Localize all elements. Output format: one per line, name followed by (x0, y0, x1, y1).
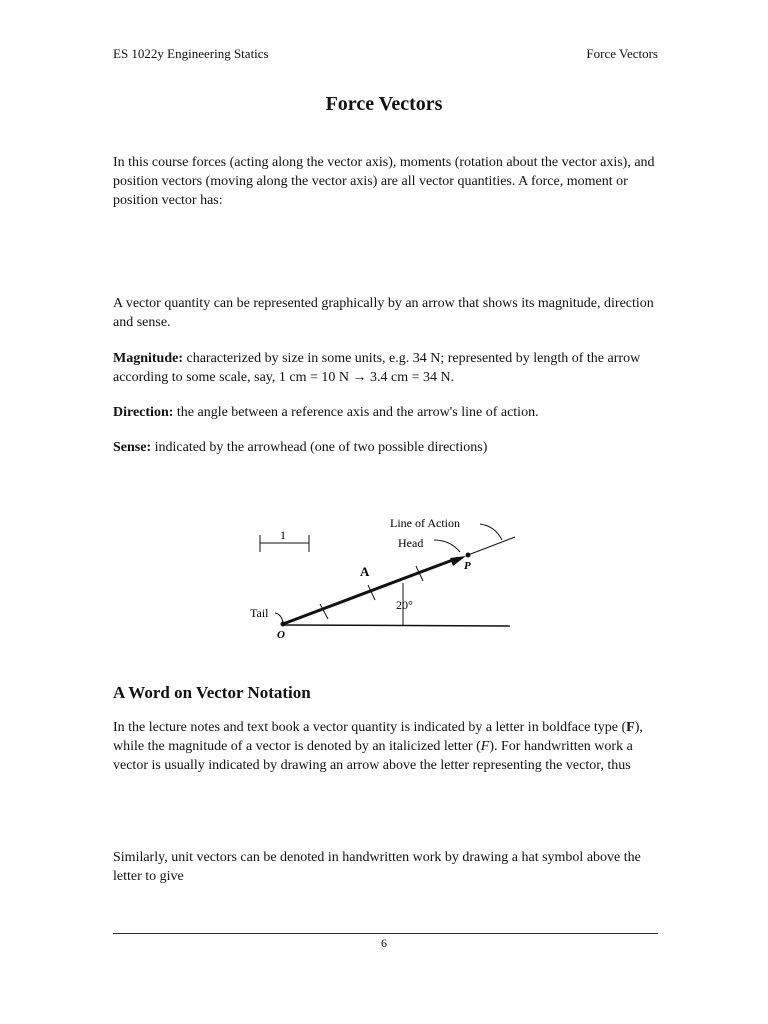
head-label: Head (398, 536, 424, 550)
graphical-paragraph: A vector quantity can be represented graphically by an arrow that shows its magnitude, direction and sense. (113, 296, 654, 330)
vector-label: A (360, 564, 370, 579)
line-of-action (468, 537, 515, 555)
reference-axis (283, 625, 510, 626)
page-number: 6 (381, 936, 387, 950)
text: ), while the magnitude of a vector is denoted by an italicized letter ( (113, 720, 643, 754)
header-section: Force Vectors (586, 46, 658, 61)
bold-f: F (626, 720, 635, 735)
magnitude-term: Magnitude: (113, 351, 183, 366)
header-course: ES 1022y Engineering Statics (113, 46, 269, 61)
notation-heading: A Word on Vector Notation (113, 683, 311, 702)
text: In the lecture notes and text book a vector quantity is indicated by a letter in boldface type ( (113, 720, 627, 735)
italic-f: F (480, 739, 490, 754)
intro-paragraph: In this course forces (acting along the vector axis), moments (rotation about the vector axis), and position vectors (moving along the vector axis) are all vector quantities. A force, moment or position vector has: (113, 155, 655, 208)
angle-label: 20° (396, 598, 413, 612)
notation-paragraph (113, 718, 658, 775)
direction-term: Direction: (113, 405, 174, 420)
page-title: Force Vectors (325, 93, 443, 115)
direction-text: the angle between a reference axis and the arrow's line of action. (173, 405, 539, 420)
sense-text: indicated by the arrowhead (one of two possible directions) (151, 440, 488, 455)
magnitude-text: characterized by size in some units, e.g. 34 N; represented by length of the arrow according to some scale, say, 1 cm = 10 N → 3.4 cm = 34 N. (113, 351, 641, 385)
sense-term: Sense: (113, 440, 152, 455)
tail-label: Tail (250, 606, 269, 620)
unit-vector-paragraph: Similarly, unit vectors can be denoted in handwritten work by drawing a hat symbol above the letter to give (113, 850, 641, 884)
text: ). For handwritten work a vector is usually indicated by drawing an arrow above the letter representing the vector, thus (113, 739, 633, 773)
line-of-action-label: Line of Action (390, 516, 460, 530)
point-p-label: P (464, 560, 471, 572)
origin-label: O (277, 629, 285, 641)
scale-label: 1 (280, 528, 286, 542)
footer-rule (113, 933, 658, 934)
